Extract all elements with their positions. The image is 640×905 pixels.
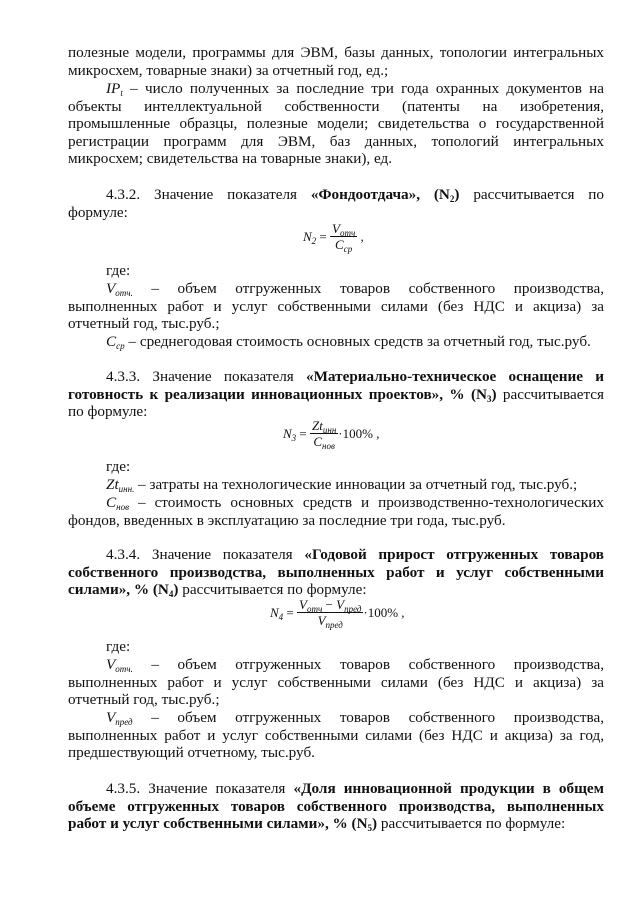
definition-c-sr: $C_{ср}$ – среднегодовая стоимость основных средств за отчетный год, тыс.руб. [106, 333, 591, 351]
definition-c-nov: $C_{нов}$ – стоимость основных средств и производственно-технологических фондов, введенных в эксплуатацию за последние три года, тыс.руб. [68, 494, 604, 529]
definition-v-otch: $V_{отч.}$ – объем отгруженных товаров собственного производства, выполненных работ и услуг собственными силами (без НДС и акциза) за отчетный год, тыс.руб.; [68, 280, 604, 333]
ip-definition-text: – число полученных за последние три года охранных документов на объекты интеллектуальной собственности (патенты на изобретения, промышленные образцы, полезные модели; свидетельства о государственной регистрации программ для ЭВМ, баз данных, топологий интегральных микросхем; свидетельства на товарные знаки), ед. [68, 80, 604, 168]
symbol-ip-sub: t [120, 88, 123, 98]
section-4-3-3-heading [68, 368, 604, 421]
section-intro: 4.3.5. Значение показателя [106, 780, 294, 797]
section-outro: рассчитывается по формуле: [178, 581, 367, 599]
indicator-symbol: $(N_2)$ [433, 186, 460, 204]
definition-v-otch: $V_{отч.}$ – объем отгруженных товаров собственного производства, выполненных работ и услуг собственными силами (без НДС и акциза) за отчетный год, тыс.руб.; [68, 656, 604, 709]
section-4-3-2-heading [68, 186, 604, 221]
formula-n2: $N_2$ = $\frac{V_{отч}}{C_{ср}}$ , [303, 221, 364, 254]
where-label: где: [106, 458, 131, 475]
formula-n3: $N_3$ = $\frac{Zt_{инн}}{C_{нов}}$ ·100% , [283, 418, 380, 451]
symbol-ip: IP [106, 80, 121, 97]
separator: , [416, 186, 434, 203]
indicator-symbol: $(N_4)$ [149, 581, 179, 600]
section-intro: 4.3.4. Значение показателя [106, 546, 305, 563]
indicator-name: «Годовой прирост отгруженных товаров собственного производства, выполненных работ и услуг собственными силами» [68, 546, 604, 599]
fraction: $\frac{V_{отч}}{C_{ср}}$ [332, 221, 356, 254]
indicator-name: «Материально-техническое оснащение и готовность к реализации инновационных проектов» [68, 368, 604, 403]
section-4-3-5-heading [68, 780, 604, 833]
definition-v-pred: $V_{пред}$ – объем отгруженных товаров собственного производства, выполненных работ и услуг собственными силами (без НДС и акциза) за год, предшествующий отчетному, тыс.руб. [68, 709, 604, 762]
section-intro: 4.3.2. Значение показателя [106, 186, 311, 203]
section-outro: рассчитывается по формуле: [377, 815, 566, 833]
section-4-3-4-heading [68, 546, 604, 599]
indicator-name: «Доля инновационной продукции в общем объеме отгруженных товаров собственного производства, выполненных работ и услуг собственными силами» [68, 780, 604, 833]
percent-unit: , % [324, 815, 348, 833]
fraction: $\frac{Zt_{инн}}{C_{нов}}$ [312, 418, 337, 451]
percent-unit: , % [126, 581, 150, 599]
section-intro: 4.3.3. Значение показателя [106, 368, 306, 385]
section-outro: рассчитывается по формуле: [68, 186, 605, 221]
fraction: $\frac{V_{отч} - V_{пред}}{V_{пред}}$ [299, 597, 362, 630]
definition-zt-inn: $Zt_{инн.}$ – затраты на технологические инновации за отчетный год, тыс.руб.; [106, 476, 578, 494]
section-outro: рассчитывается по формуле: [68, 385, 605, 421]
paragraph-ip-definition [68, 80, 604, 168]
where-label: где: [106, 638, 131, 655]
indicator-name: «Фондоотдача» [310, 186, 417, 203]
percent-unit: , % [439, 385, 465, 403]
paragraph-continuation: полезные модели, программы для ЭВМ, базы данных, топологии интегральных микросхем, товарные знаки) за отчетный год, ед.; [68, 44, 604, 79]
indicator-symbol: $(N_3)$ [464, 385, 497, 404]
where-label: где: [106, 262, 131, 279]
indicator-symbol: $(N_5)$ [347, 815, 378, 834]
formula-n4: $N_4$ = $\frac{V_{отч} - V_{пред}}{V_{пред}}$ ·100% , [270, 597, 405, 630]
